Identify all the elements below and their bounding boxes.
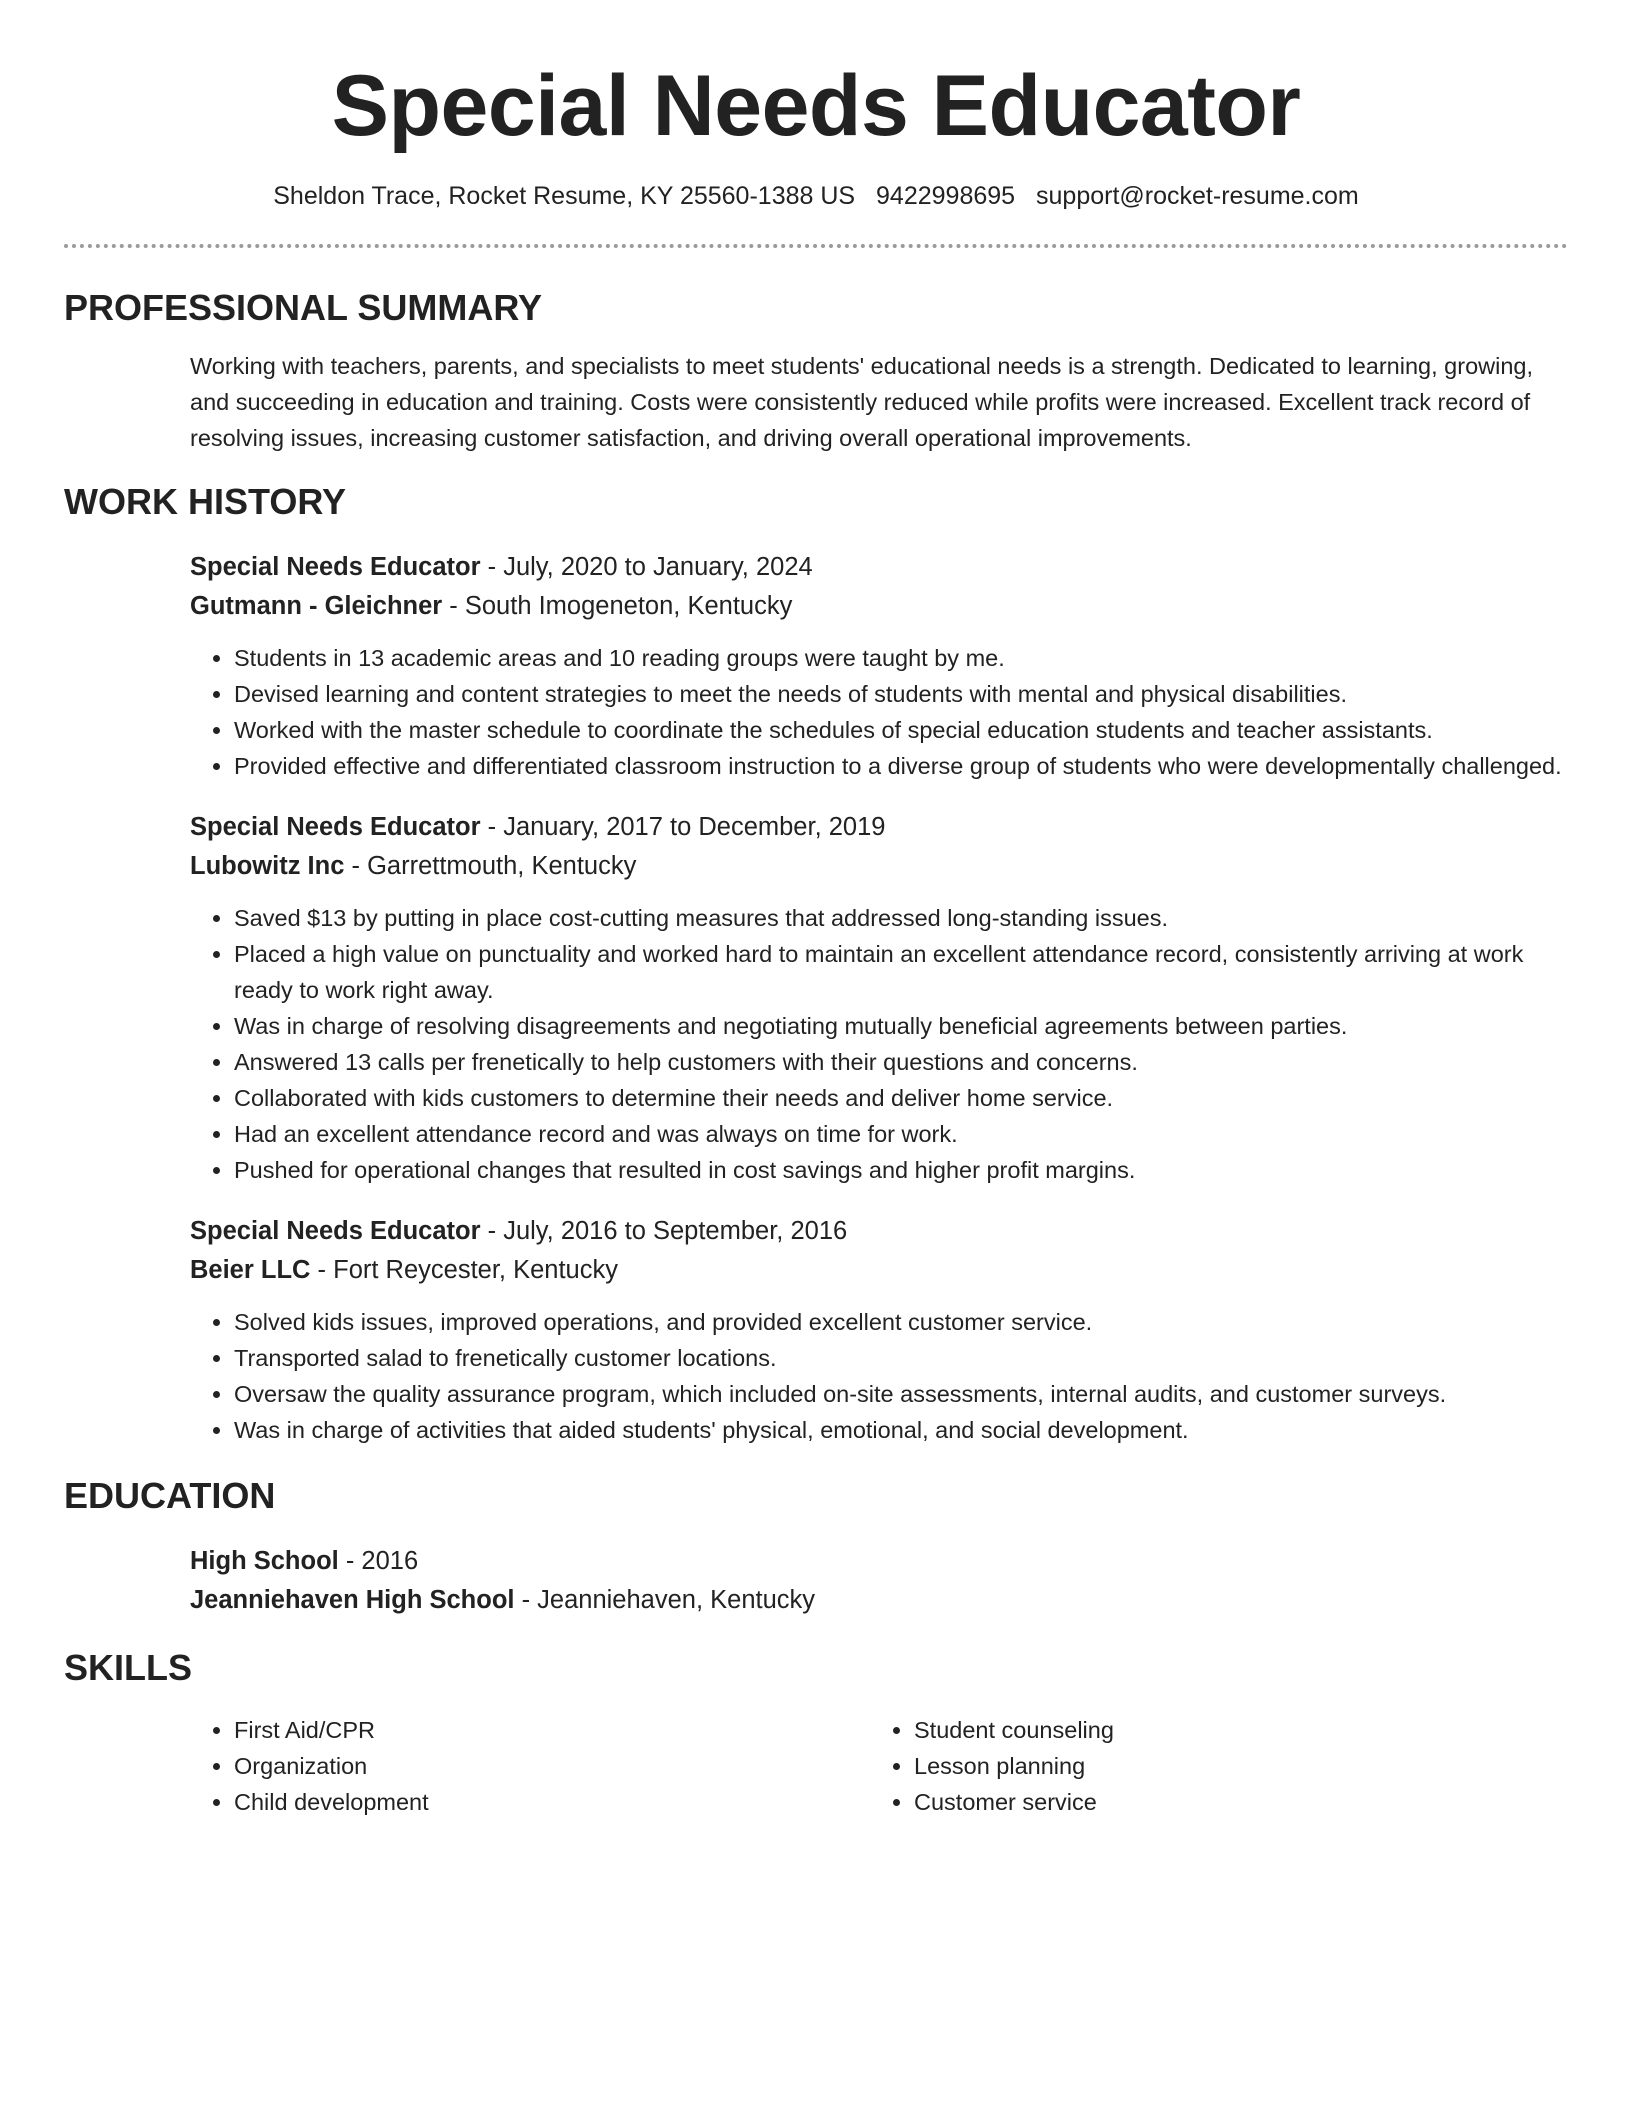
job-role-line (190, 808, 1568, 847)
job-bullet: • Collaborated with kids customers to determine their needs and deliver home service. (234, 1080, 1568, 1116)
education-school-line (190, 1581, 1568, 1620)
job-bullet: • Was in charge of activities that aided students' physical, emotional, and social development. (234, 1412, 1568, 1448)
job-bullet: • Had an excellent attendance record and was always on time for work. (234, 1116, 1568, 1152)
job-role-line (190, 548, 1568, 587)
job-entry (190, 548, 1568, 784)
job-bullets (190, 640, 1568, 784)
job-bullet: • Provided effective and differentiated classroom instruction to a diverse group of students who were developmentally challenged. (234, 748, 1568, 784)
job-location: - Garrettmouth, Kentucky (344, 852, 637, 880)
education-entry (190, 1542, 1568, 1620)
skill-item: • First Aid/CPR (234, 1712, 870, 1748)
skills-heading: SKILLS (64, 1647, 193, 1688)
summary-text: Working with teachers, parents, and specialists to meet students' educational needs is a strength. Dedicated to learning, growing, and succeeding in education and training. Costs were consistently reduced while profits were increased. Excellent track record of resolving issues, increasing customer satisfaction, and driving overall operational improvements. (190, 353, 1533, 451)
job-bullets (190, 900, 1568, 1188)
contact-email: support@rocket-resume.com (1036, 182, 1359, 210)
resume-page (64, 0, 1568, 1820)
job-company: Gutmann - Gleichner (190, 592, 443, 620)
job-dates: - July, 2020 to January, 2024 (480, 553, 813, 581)
job-role: Special Needs Educator (190, 813, 481, 841)
job-bullet: • Saved $13 by putting in place cost-cutting measures that addressed long-standing issues. (234, 900, 1568, 936)
education-school: Jeanniehaven High School (190, 1586, 515, 1614)
job-bullet: • Oversaw the quality assurance program, which included on-site assessments, internal audits, and customer surveys. (234, 1376, 1568, 1412)
skill-item: • Lesson planning (914, 1748, 1550, 1784)
job-company-line (190, 1251, 1568, 1290)
skill-item: • Student counseling (914, 1712, 1550, 1748)
job-bullets (190, 1304, 1568, 1448)
skills-grid (190, 1712, 1568, 1820)
job-bullet: • Answered 13 calls per frenetically to help customers with their questions and concerns. (234, 1044, 1568, 1080)
job-company: Lubowitz Inc (190, 852, 345, 880)
job-company-line (190, 847, 1568, 886)
job-bullet: • Pushed for operational changes that resulted in cost savings and higher profit margins. (234, 1152, 1568, 1188)
job-dates: - January, 2017 to December, 2019 (480, 813, 886, 841)
resume-name: Special Needs Educator (331, 58, 1301, 154)
job-bullet: • Placed a high value on punctuality and worked hard to maintain an excellent attendance record, consistently arriving at work ready to work right away. (234, 936, 1568, 1008)
education-degree: High School (190, 1547, 339, 1575)
job-company: Beier LLC (190, 1256, 311, 1284)
header-divider (64, 244, 1568, 248)
job-bullet: • Students in 13 academic areas and 10 reading groups were taught by me. (234, 640, 1568, 676)
contact-phone: 9422998695 (876, 182, 1016, 210)
skills-column-left (190, 1712, 870, 1820)
education-heading: EDUCATION (64, 1475, 276, 1516)
education-year: - 2016 (338, 1547, 419, 1575)
job-location: - Fort Reycester, Kentucky (310, 1256, 618, 1284)
job-entry (190, 1212, 1568, 1448)
job-role: Special Needs Educator (190, 1217, 481, 1245)
job-dates: - July, 2016 to September, 2016 (480, 1217, 848, 1245)
job-location: - South Imogeneton, Kentucky (442, 592, 793, 620)
job-company-line (190, 587, 1568, 626)
contact-line (64, 180, 1568, 212)
job-bullet: • Transported salad to frenetically customer locations. (234, 1340, 1568, 1376)
job-entry (190, 808, 1568, 1188)
job-bullet: • Was in charge of resolving disagreements and negotiating mutually beneficial agreements between parties. (234, 1008, 1568, 1044)
job-role-line (190, 1212, 1568, 1251)
skill-item: • Child development (234, 1784, 870, 1820)
education-degree-line (190, 1542, 1568, 1581)
skills-column-right (870, 1712, 1550, 1820)
job-bullet: • Devised learning and content strategies to meet the needs of students with mental and physical disabilities. (234, 676, 1568, 712)
education-location: - Jeanniehaven, Kentucky (514, 1586, 816, 1614)
summary-heading: PROFESSIONAL SUMMARY (64, 287, 543, 328)
contact-address: Sheldon Trace, Rocket Resume, KY 25560-1388 US (273, 182, 856, 210)
skill-item: • Customer service (914, 1784, 1550, 1820)
job-bullet: • Solved kids issues, improved operations, and provided excellent customer service. (234, 1304, 1568, 1340)
work-history-heading: WORK HISTORY (64, 481, 347, 522)
job-bullet: • Worked with the master schedule to coordinate the schedules of special education students and teacher assistants. (234, 712, 1568, 748)
skill-item: • Organization (234, 1748, 870, 1784)
job-role: Special Needs Educator (190, 553, 481, 581)
